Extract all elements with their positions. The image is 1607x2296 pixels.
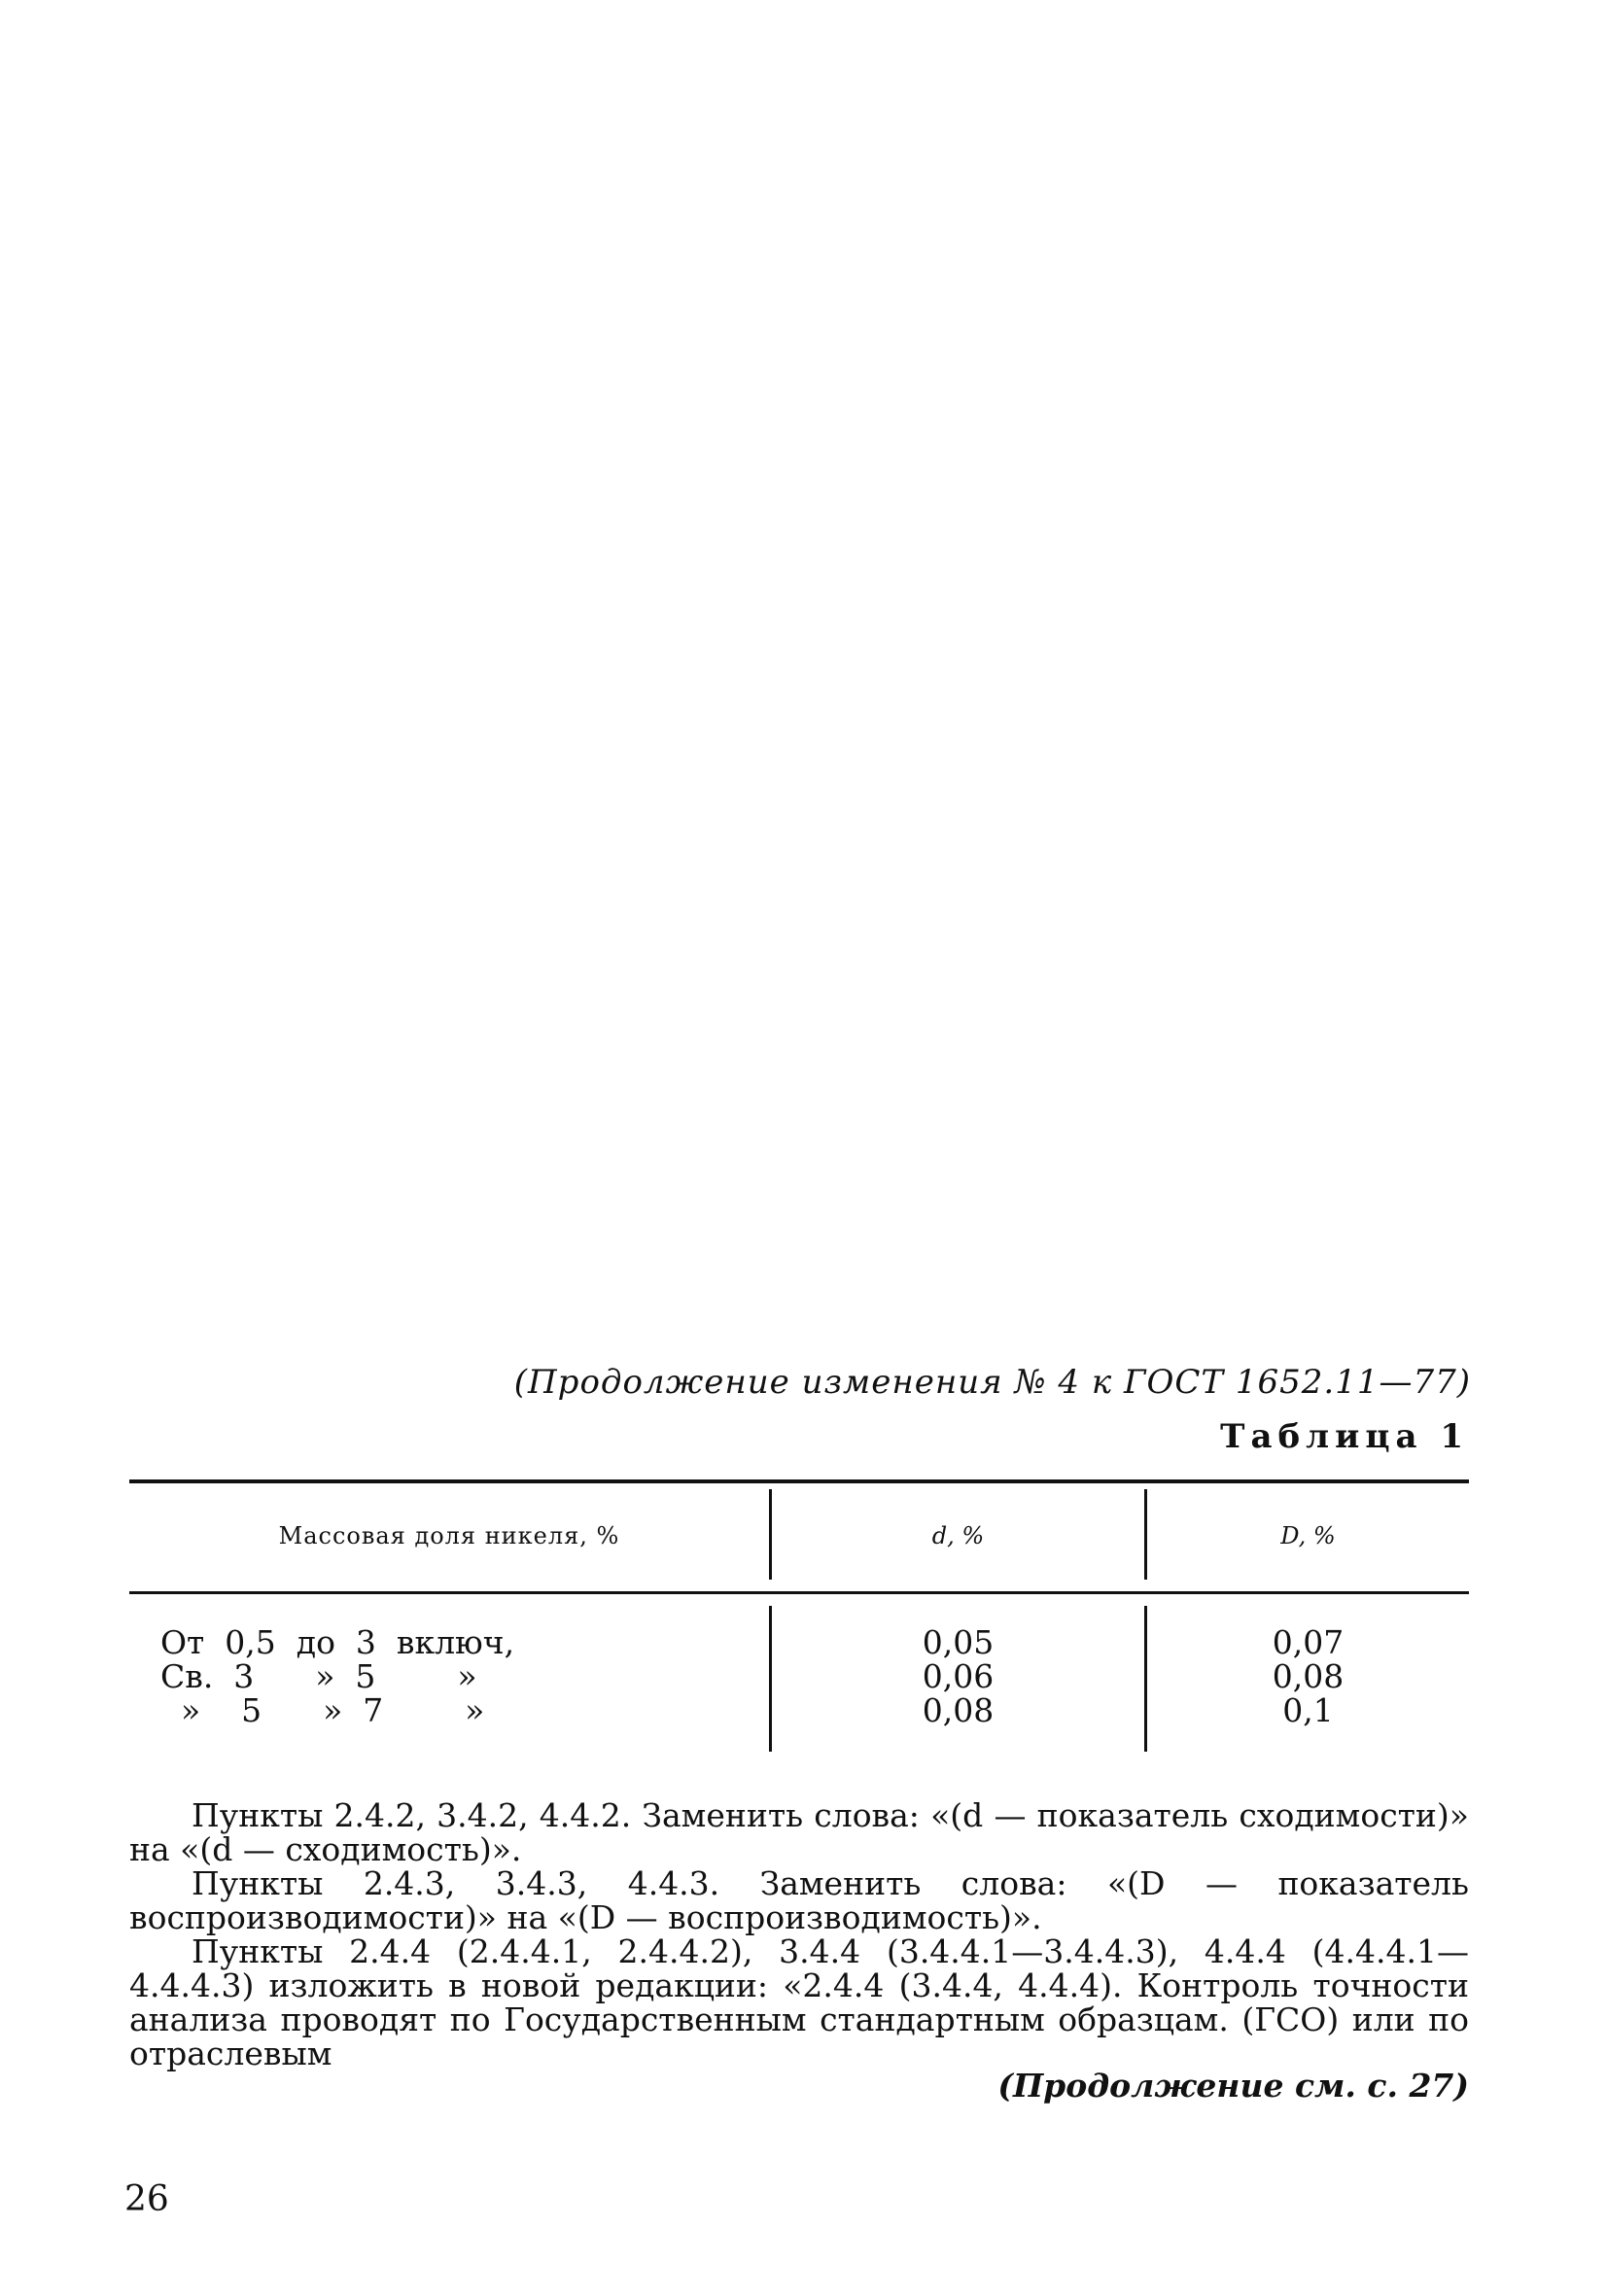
table-cell: 0,1 xyxy=(1282,1691,1334,1729)
page-number: 26 xyxy=(124,2179,169,2219)
continuation-header: (Продолжение изменения № 4 к ГОСТ 1652.11—77) xyxy=(513,1363,1471,1402)
paragraph: Пункты 2.4.3, 3.4.3, 4.4.3. Заменить слова: «(D — показатель воспроизводимости)» на «(D — воспроизводимость)». xyxy=(129,1864,1469,1936)
body-text xyxy=(129,1798,1469,2070)
paragraph: Пункты 2.4.2, 3.4.2, 4.4.2. Заменить слова: «(d — показатель сходимости)» на «(d — сходимость)». xyxy=(129,1796,1469,1868)
table-cell: Св. 3 » 5 » xyxy=(160,1657,477,1695)
table-cell: 0,08 xyxy=(1272,1657,1345,1695)
table-cell: 0,07 xyxy=(1272,1623,1345,1661)
continued-note: (Продолжение см. с. 27) xyxy=(997,2067,1469,2105)
column-header-nickel-fraction: Массовая доля никеля, % xyxy=(278,1522,620,1549)
table-cell: 0,06 xyxy=(922,1657,995,1695)
table-cell: От 0,5 до 3 включ, xyxy=(160,1623,515,1661)
table-cell: » 5 » 7 » xyxy=(160,1691,485,1729)
data-table xyxy=(129,1479,1469,1754)
table-cell: 0,08 xyxy=(922,1691,995,1729)
table-cell: 0,05 xyxy=(922,1623,995,1661)
paragraph: Пункты 2.4.4 (2.4.4.1, 2.4.4.2), 3.4.4 (3.4.4.1—3.4.4.3), 4.4.4 (4.4.4.1—4.4.4.3) изложить в новой редакции: «2.4.4 (3.4.4, 4.4.4). Контроль точности анализа проводят по Государственным стандартным образцам. (ГСО) или по отраслевым xyxy=(129,1932,1469,2072)
table-top-rule xyxy=(129,1479,1469,1483)
table-label: Таблица 1 xyxy=(1220,1417,1469,1456)
column-header-D: D, % xyxy=(1280,1522,1336,1549)
table-header-rule xyxy=(129,1591,1469,1594)
column-header-d: d, % xyxy=(931,1522,985,1549)
